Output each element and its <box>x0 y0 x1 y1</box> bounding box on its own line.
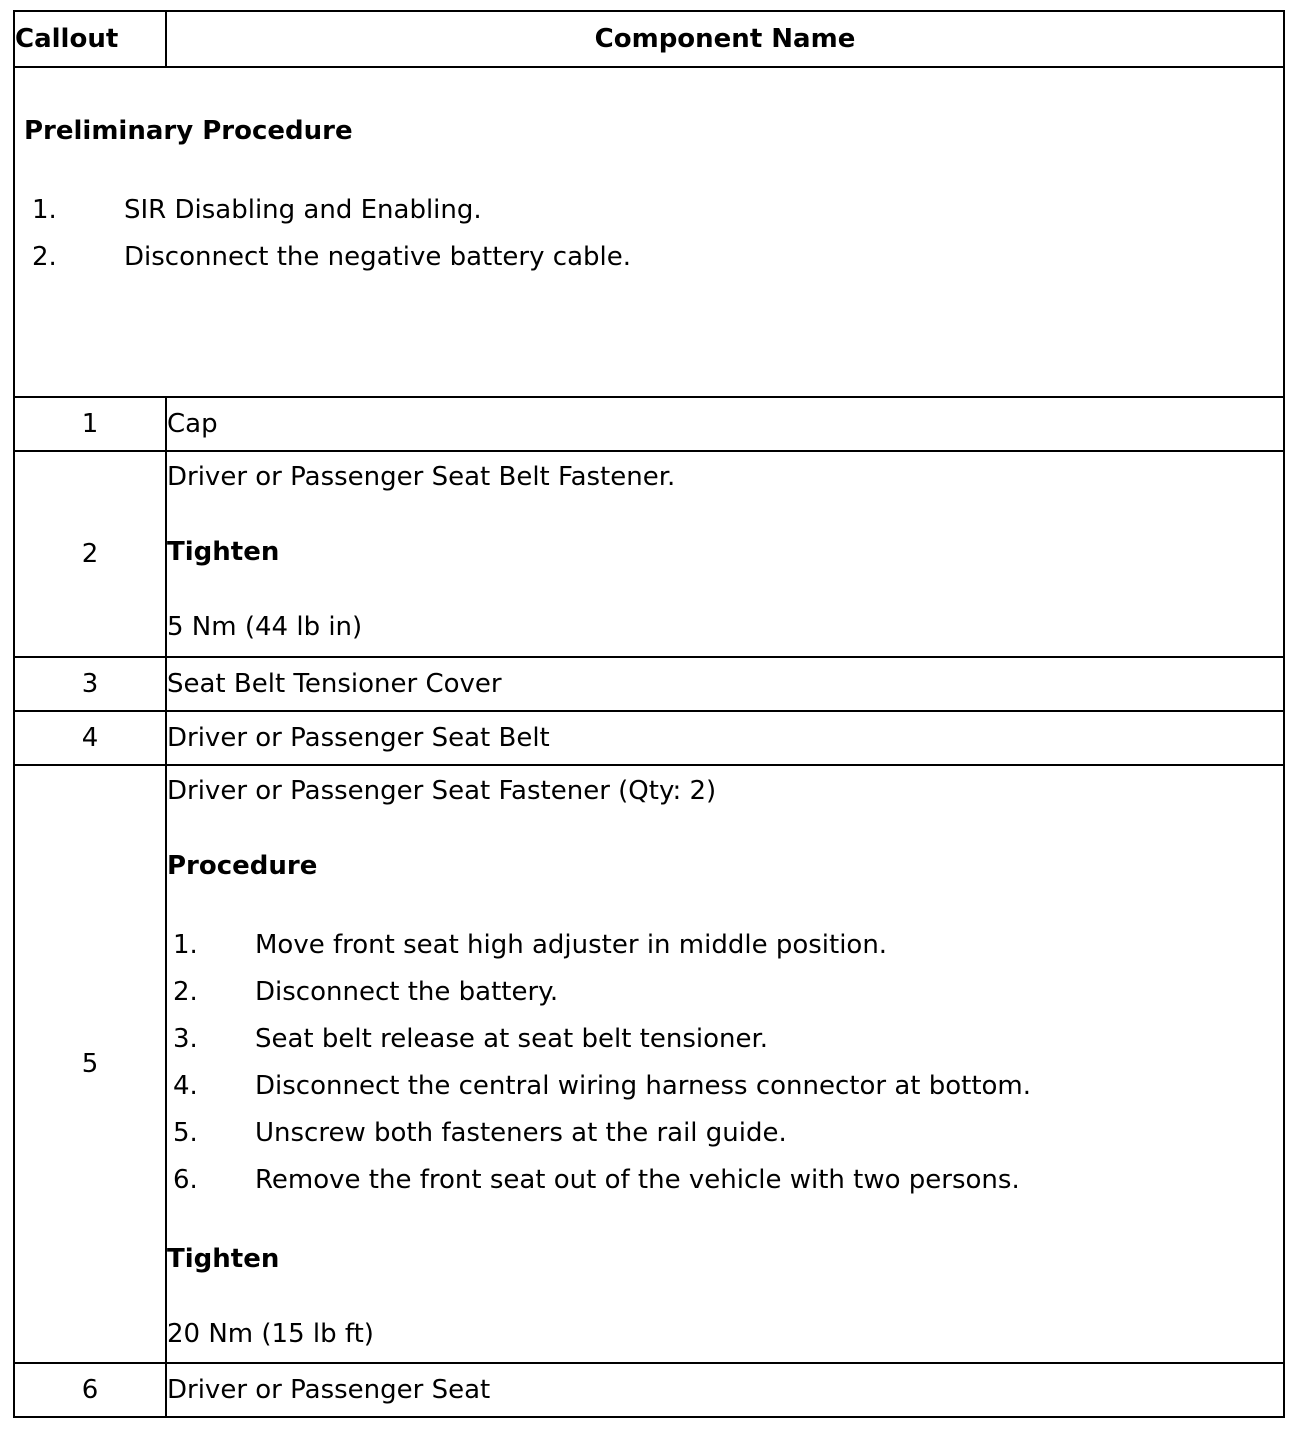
component-name: Driver or Passenger Seat Belt Fastener. <box>167 462 676 492</box>
preliminary-cell <box>14 67 1284 397</box>
table-row <box>14 765 1284 1363</box>
table-row <box>14 451 1284 657</box>
component-name-header: Component Name <box>166 11 1284 67</box>
step-number: 5. <box>173 1117 198 1148</box>
step-text: SIR Disabling and Enabling. <box>124 195 482 225</box>
component-name-cell <box>166 765 1284 1363</box>
callout-cell: 1 <box>14 397 166 451</box>
component-table <box>13 10 1285 1418</box>
component-name-cell: Driver or Passenger Seat <box>166 1363 1284 1417</box>
procedure-steps <box>167 930 1283 1212</box>
component-name-cell: Driver or Passenger Seat Belt <box>166 711 1284 765</box>
callout-cell: 5 <box>14 765 166 1363</box>
component-name-cell <box>166 451 1284 657</box>
callout-cell: 4 <box>14 711 166 765</box>
step-number: 3. <box>173 1023 198 1054</box>
table-row <box>14 657 1284 711</box>
callout-cell: 2 <box>14 451 166 657</box>
tighten-label: Tighten <box>167 537 280 567</box>
tighten-label: Tighten <box>167 1243 280 1274</box>
step-number: 1. <box>173 929 198 960</box>
list-item <box>167 977 1283 1024</box>
list-item <box>167 1165 1283 1212</box>
list-item <box>167 930 1283 977</box>
step-text: Disconnect the central wiring harness connector at bottom. <box>255 1070 1032 1101</box>
step-text: Unscrew both fasteners at the rail guide. <box>255 1117 787 1148</box>
step-number: 2. <box>32 242 57 272</box>
procedure-label: Procedure <box>167 850 318 881</box>
callout-cell: 3 <box>14 657 166 711</box>
step-text: Disconnect the battery. <box>255 976 559 1007</box>
preliminary-row <box>14 67 1284 397</box>
list-item <box>24 242 1283 289</box>
step-text: Move front seat high adjuster in middle position. <box>255 929 888 960</box>
callout-header: Callout <box>14 11 166 67</box>
step-text: Seat belt release at seat belt tensioner. <box>255 1023 769 1054</box>
component-name-cell: Cap <box>166 397 1284 451</box>
step-number: 4. <box>173 1070 198 1101</box>
preliminary-title: Preliminary Procedure <box>24 116 353 146</box>
preliminary-steps <box>24 195 1283 289</box>
table-row <box>14 711 1284 765</box>
torque-spec: 5 Nm (44 lb in) <box>167 612 363 642</box>
step-number: 6. <box>173 1164 198 1195</box>
list-item <box>167 1118 1283 1165</box>
list-item <box>167 1024 1283 1071</box>
list-item <box>167 1071 1283 1118</box>
step-number: 2. <box>173 976 198 1007</box>
callout-cell: 6 <box>14 1363 166 1417</box>
list-item <box>24 195 1283 242</box>
component-name: Driver or Passenger Seat Fastener (Qty: 2) <box>167 775 717 806</box>
header-row <box>14 11 1284 67</box>
step-text: Remove the front seat out of the vehicle with two persons. <box>255 1164 1020 1195</box>
step-text: Disconnect the negative battery cable. <box>124 242 631 272</box>
step-number: 1. <box>32 195 57 225</box>
table-row <box>14 1363 1284 1417</box>
component-name-cell: Seat Belt Tensioner Cover <box>166 657 1284 711</box>
torque-spec: 20 Nm (15 lb ft) <box>167 1318 374 1349</box>
table-row <box>14 397 1284 451</box>
